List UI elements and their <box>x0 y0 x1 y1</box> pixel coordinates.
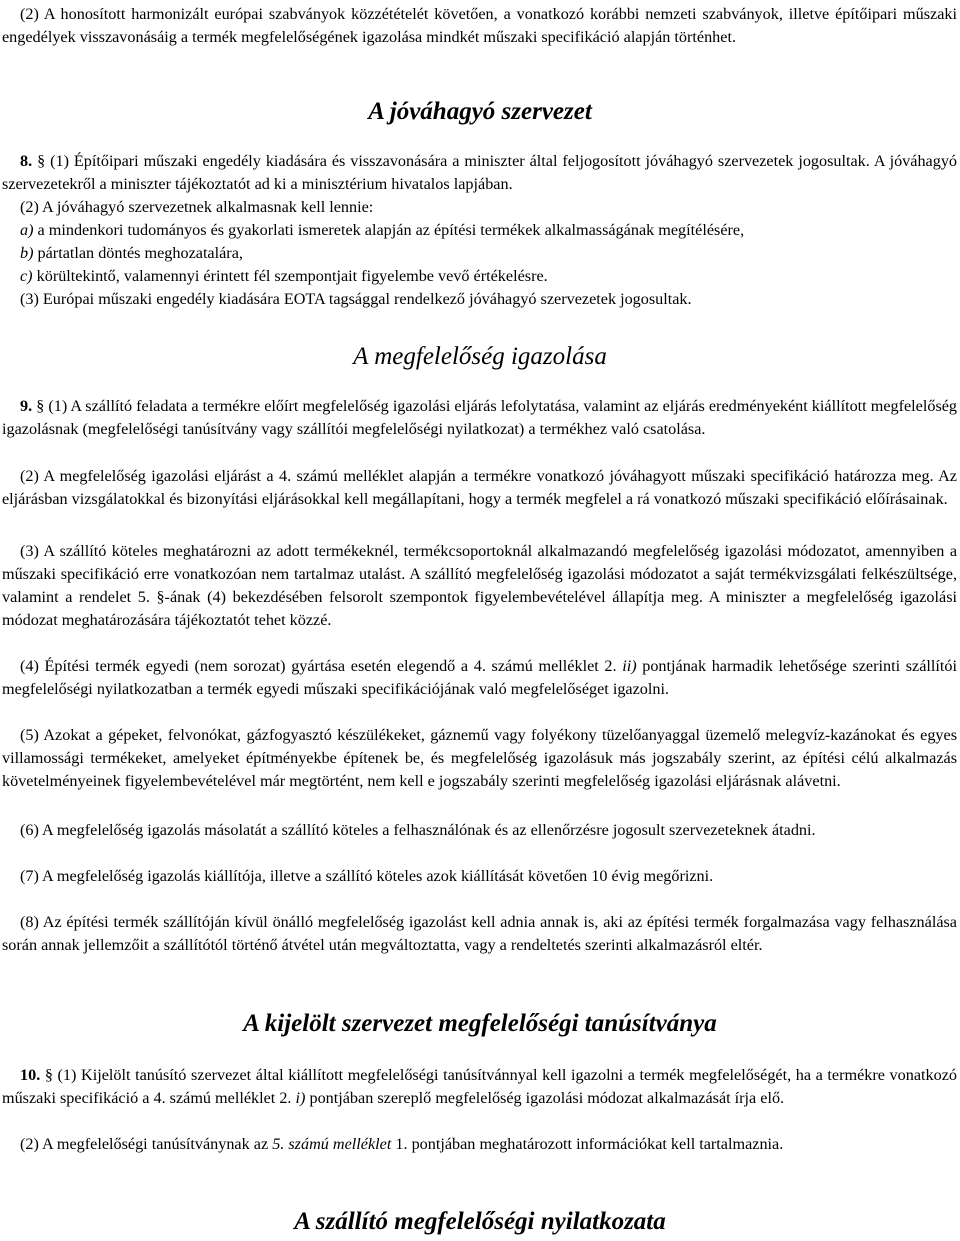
section-8-paragraph-2: (2) A jóváhagyó szervezetnek alkalmasnak kell lennie: <box>20 198 374 216</box>
list-item-b <box>2 242 957 265</box>
paragraph-text: pontjában szereplő megfelelőség igazolási módozat alkalmazását írja elő. <box>305 1089 785 1107</box>
section-9-paragraph-1 <box>2 395 957 441</box>
heading-megfeleloseg-igazolasa: A megfelelőség igazolása <box>353 343 607 370</box>
section-number: 10. <box>20 1066 41 1084</box>
italic-reference: ii) <box>622 657 637 675</box>
italic-reference: 5. számú melléklet <box>272 1135 392 1153</box>
heading-kijelolt-szervezet: A kijelölt szervezet megfelelőségi tanúsítványa <box>243 1010 717 1037</box>
paragraph-text: 1. pontjában meghatározott információkat kell tartalmaznia. <box>391 1135 784 1153</box>
section-8-paragraph-3: (3) Európai műszaki engedély kiadására EOTA tagsággal rendelkező jóváhagyó szervezetek jogosultak. <box>20 290 692 308</box>
section-9-paragraph-2: (2) A megfelelőség igazolási eljárást a 4. számú melléklet alapján a termékre vonatkozó jóváhagyott műszaki specifikáció határozza meg. Az eljárásban vizsgálatokkal és bizonyítási eljárásokkal kell megállapítani, hogy a termék megfelel a rá vonatkozó műszaki specifikáció előírásainak. <box>2 467 957 508</box>
heading-jovahagyo-szervezet: A jóváhagyó szervezet <box>368 98 592 125</box>
paragraph-text: (1) Kijelölt tanúsító szervezet által kiállított megfelelőségi tanúsítvánnyal kell igazolni a termék megfelelőségét, ha a termékre vonatkozó műszaki specifikáció a 4. számú melléklet 2. <box>2 1066 957 1107</box>
list-text: pártatlan döntés meghozatalára, <box>37 244 243 262</box>
list-label: c) <box>20 267 33 285</box>
section-9-paragraph-3: (3) A szállító köteles meghatározni az adott termékeknél, termékcsoportoknál alkalmazandó megfelelőség igazolási módozatot, amennyiben a műszaki specifikáció erre vonatkozóan nem tartalmaz utalást. A szállító megfelelőség igazolási módozatot a saját termékvizsgálati felkészültsége, valamint a rendelet 5. §-ának (4) bekezdésében felsorolt szempontok figyelembevételével állapítja meg. A miniszter a megfelelőség igazolási módozat meghatározására tájékoztatót tehet közzé. <box>2 542 957 629</box>
paragraph-2-intro <box>2 3 957 49</box>
section-9-paragraph-8: (8) Az építési termék szállítóján kívül önálló megfelelőség igazolást kell adnia annak is, aki az építési termék forgalmazása vagy felhasználása során annak jellemzőit a szállítótól történő átvétel után megváltoztatta, vagy a rendeltetés szerinti alkalmazásról eltér. <box>2 913 957 954</box>
paragraph-text: (4) Építési termék egyedi (nem sorozat) gyártása esetén elegendő a 4. számú melléklet 2. <box>20 657 623 675</box>
paragraph-text: (2) A honosított harmonizált európai szabványok közzétételét követően, a vonatkozó korábbi nemzeti szabványok, illetve építőipari műszaki engedélyek visszavonásáig a termék megfelelőségének igazolása mindkét műszaki specifikáció alapján történhet. <box>2 5 957 46</box>
section-number: 8. <box>20 152 33 170</box>
section-9-paragraph-6: (6) A megfelelőség igazolás másolatát a szállító köteles a felhasználónak és az ellenőrzésre jogosult szervezeteknek átadni. <box>20 821 816 839</box>
section-8-paragraph-1 <box>2 150 957 196</box>
section-sign: § <box>36 397 45 415</box>
list-item-a <box>2 219 957 242</box>
heading-szallito-nyilatkozata: A szállító megfelelőségi nyilatkozata <box>294 1208 666 1235</box>
paragraph-text: (2) A megfelelőségi tanúsítványnak az <box>20 1135 273 1153</box>
section-10-paragraph-2 <box>2 1133 957 1156</box>
section-9-paragraph-4 <box>2 655 957 701</box>
paragraph-text: (1) A szállító feladata a termékre előírt megfelelőség igazolási eljárás lefolytatása, valamint az eljárás eredményeként kiállított megfelelőség igazolásnak (megfelelőségi tanúsítvány vagy szállítói megfelelőségi nyilatkozat) a termékhez való csatolása. <box>2 397 958 438</box>
list-item-c <box>2 265 957 288</box>
list-text: a mindenkori tudományos és gyakorlati ismeretek alapján az építési termékek alkalmasságának megítélésére, <box>37 221 745 239</box>
paragraph-text: pontjának harmadik lehetősége szerinti szállítói megfelelőségi nyilatkozatban a termék egyedi műszaki specifikációjának való megfelelőséget igazolni. <box>2 657 957 698</box>
list-label: a) <box>20 221 34 239</box>
italic-reference: i) <box>295 1089 306 1107</box>
list-label: b) <box>20 244 34 262</box>
section-10-paragraph-1 <box>2 1064 957 1110</box>
paragraph-text: (1) Építőipari műszaki engedély kiadására és visszavonására a miniszter által feljogosított jóváhagyó szervezetek jogosultak. A jóváhagyó szervezetekről a miniszter tájékoztatót ad ki a minisztérium hivatalos lapjában. <box>2 152 958 193</box>
section-9-paragraph-5: (5) Azokat a gépeket, felvonókat, gázfogyasztó készülékeket, gáznemű vagy folyékony tüzelőanyaggal üzemelő melegvíz-kazánokat és egyes villamossági termékeket, amelyeket építményekbe építenek be, és megfelelőség igazolásuk más jogszabály szerint, az építési célú alkalmazás követelményeinek figyelembevételével már megtörtént, nem kell e jogszabály szerinti megfelelőség igazolási eljárásnak alávetni. <box>2 726 957 790</box>
section-sign: § <box>44 1066 53 1084</box>
list-text: körültekintő, valamennyi érintett fél szempontjait figyelembe vevő értékelésre. <box>36 267 548 285</box>
section-sign: § <box>37 152 46 170</box>
section-number: 9. <box>20 397 33 415</box>
section-9-paragraph-7: (7) A megfelelőség igazolás kiállítója, illetve a szállító köteles azok kiállítását követően 10 évig megőrizni. <box>20 867 714 885</box>
